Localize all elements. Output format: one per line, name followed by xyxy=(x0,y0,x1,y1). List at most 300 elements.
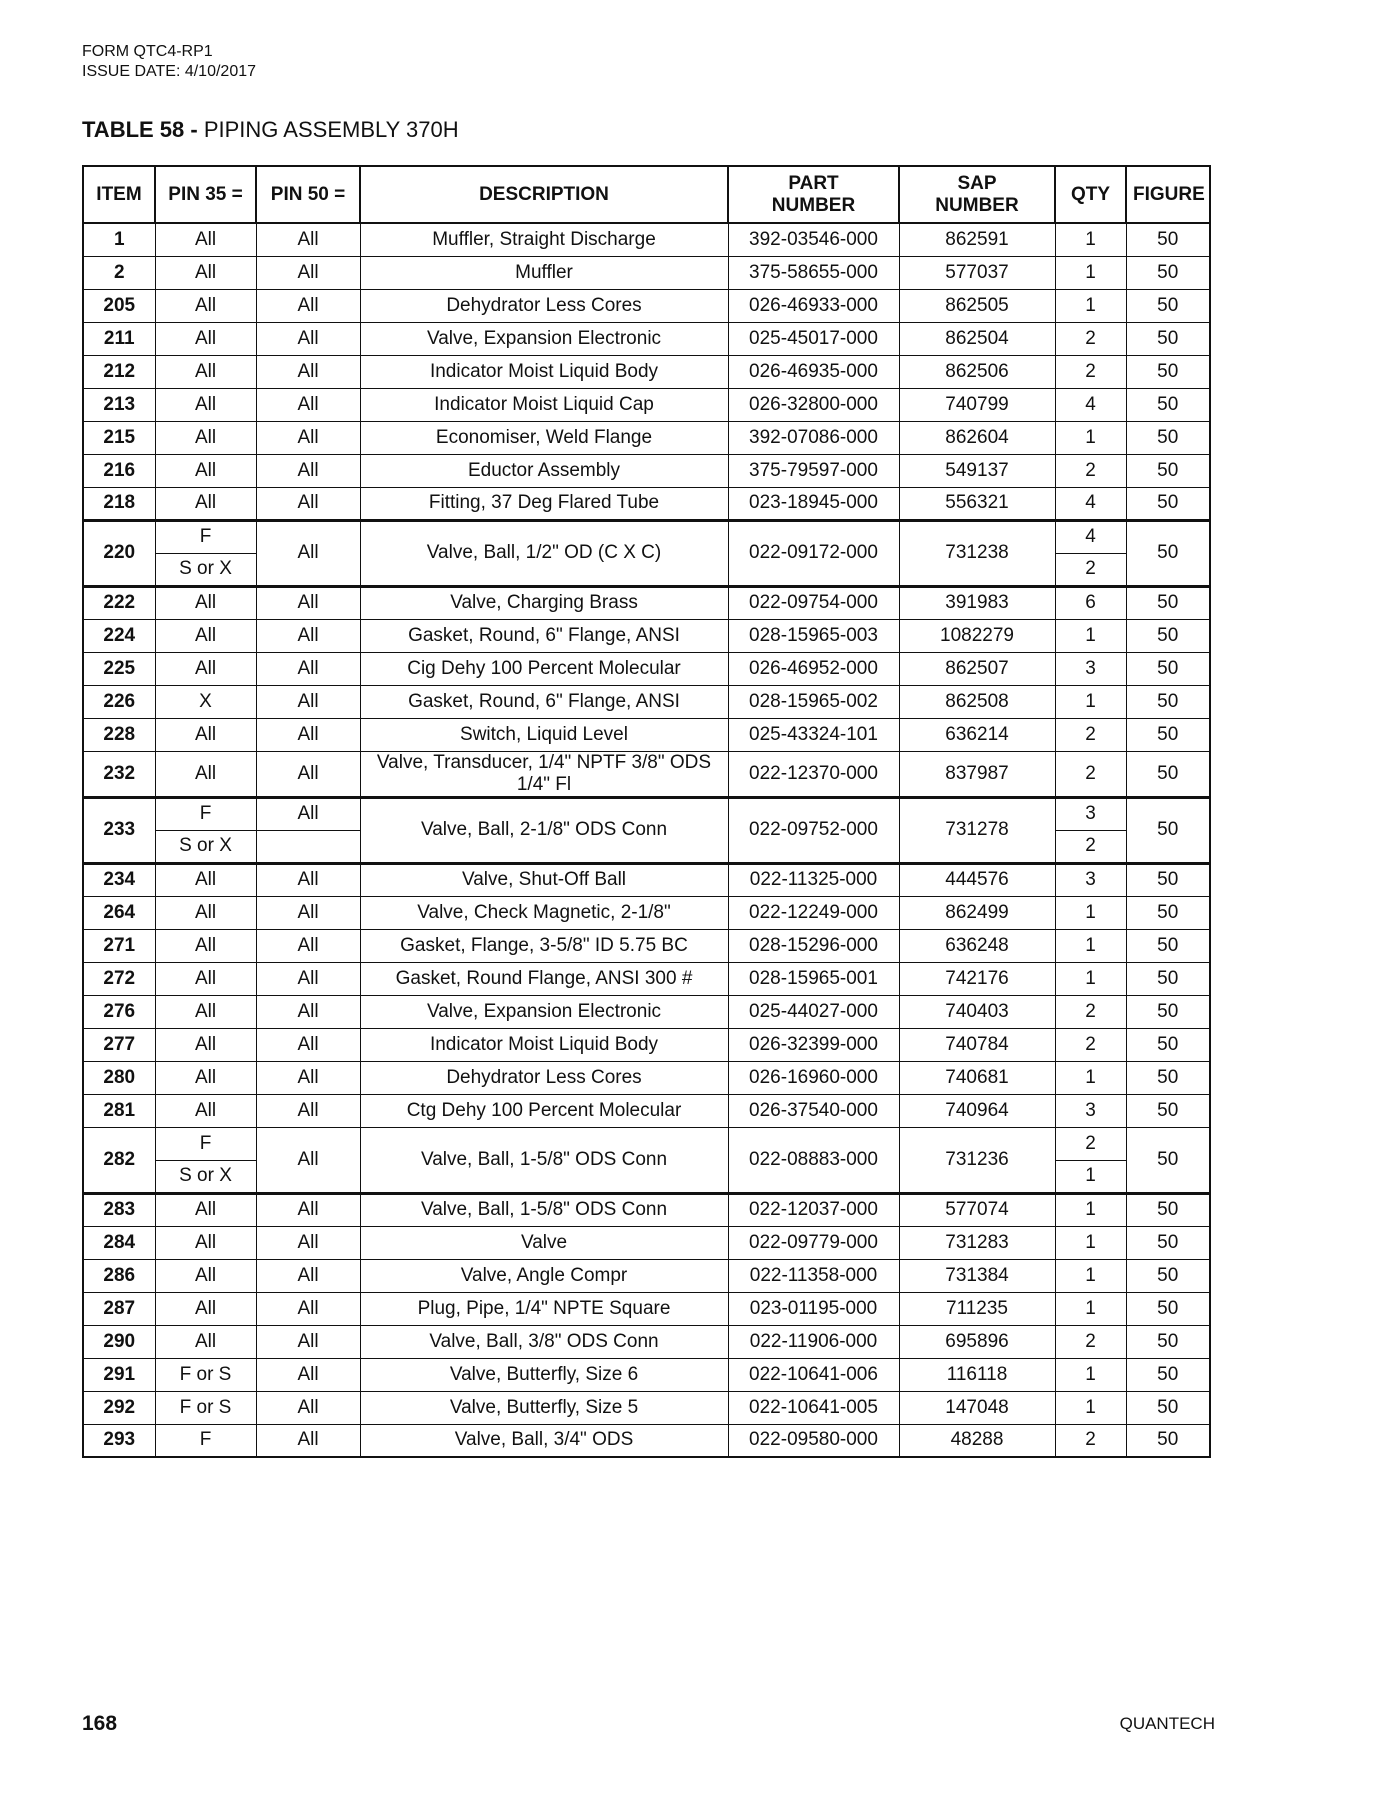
pin35-cell: All xyxy=(155,1259,256,1292)
part-number-cell: 022-11906-000 xyxy=(728,1325,899,1358)
part-number-cell: 025-45017-000 xyxy=(728,322,899,355)
part-number-cell: 022-09779-000 xyxy=(728,1226,899,1259)
item-cell: 290 xyxy=(83,1325,155,1358)
qty-cell: 6 xyxy=(1055,586,1126,619)
item-cell: 225 xyxy=(83,652,155,685)
table-row xyxy=(83,1193,1210,1226)
pin35-cell: All xyxy=(155,322,256,355)
qty-cell: 2 xyxy=(1055,553,1126,586)
qty-cell: 3 xyxy=(1055,863,1126,896)
sap-number-cell: 48288 xyxy=(899,1424,1055,1457)
description-cell: Plug, Pipe, 1/4" NPTE Square xyxy=(360,1292,728,1325)
description-cell: Cig Dehy 100 Percent Molecular xyxy=(360,652,728,685)
qty-cell: 1 xyxy=(1055,962,1126,995)
figure-cell: 50 xyxy=(1126,487,1210,520)
table-row xyxy=(83,1061,1210,1094)
description-cell: Eductor Assembly xyxy=(360,454,728,487)
description-cell: Gasket, Flange, 3-5/8" ID 5.75 BC xyxy=(360,929,728,962)
figure-cell: 50 xyxy=(1126,421,1210,454)
figure-cell: 50 xyxy=(1126,685,1210,718)
description-cell: Gasket, Round Flange, ANSI 300 # xyxy=(360,962,728,995)
pin35-cell: All xyxy=(155,1094,256,1127)
pin35-cell: All xyxy=(155,929,256,962)
sap-number-cell: 862506 xyxy=(899,355,1055,388)
description-cell: Valve, Ball, 3/8" ODS Conn xyxy=(360,1325,728,1358)
qty-cell: 1 xyxy=(1055,1160,1126,1193)
pin35-cell: F xyxy=(155,1424,256,1457)
item-cell: 293 xyxy=(83,1424,155,1457)
item-cell: 234 xyxy=(83,863,155,896)
description-cell: Ctg Dehy 100 Percent Molecular xyxy=(360,1094,728,1127)
figure-cell: 50 xyxy=(1126,1061,1210,1094)
pin35-cell: F xyxy=(155,520,256,553)
figure-cell: 50 xyxy=(1126,1127,1210,1193)
pin50-cell: All xyxy=(256,487,360,520)
sap-number-cell: 391983 xyxy=(899,586,1055,619)
qty-cell: 1 xyxy=(1055,1193,1126,1226)
col-header-sap-number xyxy=(899,166,1055,223)
pin50-cell: All xyxy=(256,1226,360,1259)
pin35-cell: All xyxy=(155,652,256,685)
item-cell: 271 xyxy=(83,929,155,962)
pin50-cell: All xyxy=(256,1028,360,1061)
figure-cell: 50 xyxy=(1126,322,1210,355)
pin50-cell: All xyxy=(256,1193,360,1226)
item-cell: 212 xyxy=(83,355,155,388)
pin50-cell: All xyxy=(256,355,360,388)
table-row xyxy=(83,322,1210,355)
item-cell: 276 xyxy=(83,995,155,1028)
item-cell: 216 xyxy=(83,454,155,487)
figure-cell: 50 xyxy=(1126,1424,1210,1457)
pin35-cell: All xyxy=(155,388,256,421)
part-number-cell: 025-43324-101 xyxy=(728,718,899,751)
description-cell: Valve, Butterfly, Size 6 xyxy=(360,1358,728,1391)
sap-number-cell: 862604 xyxy=(899,421,1055,454)
pin35-cell: All xyxy=(155,1193,256,1226)
table-row xyxy=(83,1424,1210,1457)
table-row xyxy=(83,863,1210,896)
figure-cell: 50 xyxy=(1126,454,1210,487)
part-number-cell: 022-09754-000 xyxy=(728,586,899,619)
figure-cell: 50 xyxy=(1126,256,1210,289)
qty-cell: 2 xyxy=(1055,751,1126,797)
table-row xyxy=(83,751,1210,797)
table-row xyxy=(83,520,1210,553)
table-row xyxy=(83,718,1210,751)
sap-number-cell: 116118 xyxy=(899,1358,1055,1391)
pin50-cell: All xyxy=(256,1391,360,1424)
description-cell: Switch, Liquid Level xyxy=(360,718,728,751)
pin50-cell: All xyxy=(256,421,360,454)
pin35-cell: All xyxy=(155,586,256,619)
description-cell: Valve, Charging Brass xyxy=(360,586,728,619)
col-header-part-number xyxy=(728,166,899,223)
table-row xyxy=(83,1259,1210,1292)
item-cell: 272 xyxy=(83,962,155,995)
sap-number-cell: 862504 xyxy=(899,322,1055,355)
pin35-cell: All xyxy=(155,421,256,454)
figure-cell: 50 xyxy=(1126,1226,1210,1259)
table-row xyxy=(83,962,1210,995)
sap-number-cell: 862591 xyxy=(899,223,1055,256)
table-row xyxy=(83,355,1210,388)
item-cell: 215 xyxy=(83,421,155,454)
pin35-cell: All xyxy=(155,718,256,751)
part-number-cell: 022-12037-000 xyxy=(728,1193,899,1226)
figure-cell: 50 xyxy=(1126,1259,1210,1292)
qty-cell: 1 xyxy=(1055,1061,1126,1094)
figure-cell: 50 xyxy=(1126,718,1210,751)
form-number: FORM QTC4-RP1 xyxy=(82,43,213,60)
item-cell: 205 xyxy=(83,289,155,322)
part-number-cell: 392-07086-000 xyxy=(728,421,899,454)
col-header-pin50: PIN 50 = xyxy=(256,166,360,223)
qty-cell: 2 xyxy=(1055,322,1126,355)
table-label: TABLE 58 - xyxy=(82,117,198,142)
sap-number-cell: 636214 xyxy=(899,718,1055,751)
part-number-cell: 026-37540-000 xyxy=(728,1094,899,1127)
sap-number-cell: 444576 xyxy=(899,863,1055,896)
part-number-cell: 022-10641-005 xyxy=(728,1391,899,1424)
pin50-cell: All xyxy=(256,1061,360,1094)
pin35-cell: F or S xyxy=(155,1391,256,1424)
description-cell: Valve, Ball, 2-1/8" ODS Conn xyxy=(360,797,728,863)
sap-number-cell: 862508 xyxy=(899,685,1055,718)
table-row xyxy=(83,1292,1210,1325)
sap-number-cell: 731236 xyxy=(899,1127,1055,1193)
figure-cell: 50 xyxy=(1126,586,1210,619)
issue-date: ISSUE DATE: 4/10/2017 xyxy=(82,63,257,80)
sap-number-cell: 695896 xyxy=(899,1325,1055,1358)
sap-number-cell: 577037 xyxy=(899,256,1055,289)
qty-cell: 1 xyxy=(1055,929,1126,962)
qty-cell: 1 xyxy=(1055,896,1126,929)
pin35-cell: All xyxy=(155,1028,256,1061)
table-row xyxy=(83,1127,1210,1160)
qty-cell: 2 xyxy=(1055,1424,1126,1457)
part-number-cell: 023-18945-000 xyxy=(728,487,899,520)
table-body xyxy=(83,223,1210,1457)
part-number-cell: 028-15965-002 xyxy=(728,685,899,718)
description-cell: Indicator Moist Liquid Body xyxy=(360,1028,728,1061)
item-cell: 218 xyxy=(83,487,155,520)
item-cell: 283 xyxy=(83,1193,155,1226)
qty-cell: 3 xyxy=(1055,652,1126,685)
figure-cell: 50 xyxy=(1126,652,1210,685)
sap-number-cell: 740964 xyxy=(899,1094,1055,1127)
parts-table xyxy=(82,165,1211,1458)
description-cell: Valve, Ball, 3/4" ODS xyxy=(360,1424,728,1457)
description-cell: Valve, Transducer, 1/4" NPTF 3/8" ODS 1/4" Fl xyxy=(360,751,728,797)
sap-number-cell: 740403 xyxy=(899,995,1055,1028)
part-number-cell: 028-15965-003 xyxy=(728,619,899,652)
qty-cell: 2 xyxy=(1055,454,1126,487)
qty-cell: 1 xyxy=(1055,619,1126,652)
table-row xyxy=(83,1391,1210,1424)
pin50-cell: All xyxy=(256,962,360,995)
item-cell: 228 xyxy=(83,718,155,751)
qty-cell: 1 xyxy=(1055,289,1126,322)
pin50-cell: All xyxy=(256,896,360,929)
pin35-cell: All xyxy=(155,619,256,652)
pin35-cell: F xyxy=(155,797,256,830)
pin35-cell: All xyxy=(155,355,256,388)
pin50-cell: All xyxy=(256,520,360,586)
table-row xyxy=(83,619,1210,652)
pin35-cell: All xyxy=(155,223,256,256)
pin50-cell: All xyxy=(256,388,360,421)
pin50-cell: All xyxy=(256,1358,360,1391)
qty-cell: 1 xyxy=(1055,1292,1126,1325)
figure-cell: 50 xyxy=(1126,1094,1210,1127)
table-row xyxy=(83,685,1210,718)
description-cell: Valve, Shut-Off Ball xyxy=(360,863,728,896)
part-number-cell: 392-03546-000 xyxy=(728,223,899,256)
sap-number-cell: 740784 xyxy=(899,1028,1055,1061)
part-number-cell: 022-09172-000 xyxy=(728,520,899,586)
sap-number-cell: 147048 xyxy=(899,1391,1055,1424)
item-cell: 291 xyxy=(83,1358,155,1391)
description-cell: Valve, Check Magnetic, 2-1/8" xyxy=(360,896,728,929)
part-number-header-text: PART NUMBER xyxy=(771,172,856,216)
table-row xyxy=(83,1358,1210,1391)
item-cell: 286 xyxy=(83,1259,155,1292)
qty-cell: 1 xyxy=(1055,223,1126,256)
description-cell: Valve, Expansion Electronic xyxy=(360,322,728,355)
qty-cell: 1 xyxy=(1055,685,1126,718)
part-number-cell: 022-11358-000 xyxy=(728,1259,899,1292)
qty-cell: 2 xyxy=(1055,1127,1126,1160)
pin50-cell: All xyxy=(256,619,360,652)
description-cell: Muffler xyxy=(360,256,728,289)
qty-cell: 2 xyxy=(1055,995,1126,1028)
pin50-cell: All xyxy=(256,322,360,355)
description-cell: Fitting, 37 Deg Flared Tube xyxy=(360,487,728,520)
figure-cell: 50 xyxy=(1126,1391,1210,1424)
figure-cell: 50 xyxy=(1126,962,1210,995)
item-cell: 222 xyxy=(83,586,155,619)
sap-number-cell: 711235 xyxy=(899,1292,1055,1325)
pin35-cell: All xyxy=(155,896,256,929)
page-number: 168 xyxy=(82,1712,118,1735)
qty-cell: 2 xyxy=(1055,1325,1126,1358)
part-number-cell: 026-16960-000 xyxy=(728,1061,899,1094)
description-cell: Valve, Expansion Electronic xyxy=(360,995,728,1028)
pin35-cell: S or X xyxy=(155,1160,256,1193)
qty-cell: 3 xyxy=(1055,797,1126,830)
sap-number-cell: 731238 xyxy=(899,520,1055,586)
description-cell: Valve, Ball, 1-5/8" ODS Conn xyxy=(360,1193,728,1226)
pin50-cell: All xyxy=(256,751,360,797)
pin50-cell: All xyxy=(256,995,360,1028)
figure-cell: 50 xyxy=(1126,1193,1210,1226)
figure-cell: 50 xyxy=(1126,1325,1210,1358)
description-cell: Valve, Butterfly, Size 5 xyxy=(360,1391,728,1424)
item-cell: 1 xyxy=(83,223,155,256)
pin35-cell: All xyxy=(155,1061,256,1094)
item-cell: 264 xyxy=(83,896,155,929)
part-number-cell: 022-10641-006 xyxy=(728,1358,899,1391)
figure-cell: 50 xyxy=(1126,223,1210,256)
table-row xyxy=(83,1226,1210,1259)
sap-number-header-text: SAP NUMBER xyxy=(935,172,1019,216)
pin35-cell: S or X xyxy=(155,553,256,586)
part-number-cell: 022-09752-000 xyxy=(728,797,899,863)
figure-cell: 50 xyxy=(1126,388,1210,421)
item-cell: 292 xyxy=(83,1391,155,1424)
item-cell: 213 xyxy=(83,388,155,421)
sap-number-cell: 577074 xyxy=(899,1193,1055,1226)
pin35-cell: All xyxy=(155,289,256,322)
item-cell: 224 xyxy=(83,619,155,652)
figure-cell: 50 xyxy=(1126,797,1210,863)
col-header-description: DESCRIPTION xyxy=(360,166,728,223)
qty-cell: 2 xyxy=(1055,1028,1126,1061)
qty-cell: 1 xyxy=(1055,256,1126,289)
qty-cell: 1 xyxy=(1055,1226,1126,1259)
table-header-row xyxy=(83,166,1210,223)
pin35-cell: F xyxy=(155,1127,256,1160)
table-row xyxy=(83,388,1210,421)
table-row xyxy=(83,896,1210,929)
figure-cell: 50 xyxy=(1126,1028,1210,1061)
pin50-cell: All xyxy=(256,718,360,751)
part-number-cell: 026-32399-000 xyxy=(728,1028,899,1061)
description-cell: Gasket, Round, 6" Flange, ANSI xyxy=(360,619,728,652)
table-row xyxy=(83,797,1210,830)
description-cell: Valve, Angle Compr xyxy=(360,1259,728,1292)
table-title xyxy=(82,117,459,143)
pin35-cell: All xyxy=(155,487,256,520)
item-cell: 277 xyxy=(83,1028,155,1061)
sap-number-cell: 862499 xyxy=(899,896,1055,929)
part-number-cell: 022-12249-000 xyxy=(728,896,899,929)
part-number-cell: 022-09580-000 xyxy=(728,1424,899,1457)
pin35-cell: All xyxy=(155,1325,256,1358)
qty-cell: 2 xyxy=(1055,718,1126,751)
figure-cell: 50 xyxy=(1126,355,1210,388)
item-cell: 2 xyxy=(83,256,155,289)
part-number-cell: 025-44027-000 xyxy=(728,995,899,1028)
table-row xyxy=(83,454,1210,487)
pin35-cell: All xyxy=(155,995,256,1028)
table-row xyxy=(83,256,1210,289)
pin35-cell: All xyxy=(155,256,256,289)
pin50-cell: All xyxy=(256,1127,360,1193)
part-number-cell: 026-46933-000 xyxy=(728,289,899,322)
item-cell: 282 xyxy=(83,1127,155,1193)
pin50-cell xyxy=(256,830,360,863)
item-cell: 284 xyxy=(83,1226,155,1259)
description-cell: Economiser, Weld Flange xyxy=(360,421,728,454)
table-row xyxy=(83,223,1210,256)
sap-number-cell: 556321 xyxy=(899,487,1055,520)
pin50-cell: All xyxy=(256,797,360,830)
qty-cell: 1 xyxy=(1055,1358,1126,1391)
table-row xyxy=(83,487,1210,520)
pin35-cell: All xyxy=(155,1226,256,1259)
table-row xyxy=(83,1094,1210,1127)
figure-cell: 50 xyxy=(1126,863,1210,896)
pin50-cell: All xyxy=(256,1094,360,1127)
pin35-cell: All xyxy=(155,863,256,896)
item-cell: 211 xyxy=(83,322,155,355)
description-cell: Valve, Ball, 1-5/8" ODS Conn xyxy=(360,1127,728,1193)
qty-cell: 1 xyxy=(1055,421,1126,454)
pin50-cell: All xyxy=(256,929,360,962)
figure-cell: 50 xyxy=(1126,995,1210,1028)
part-number-cell: 028-15965-001 xyxy=(728,962,899,995)
qty-cell: 1 xyxy=(1055,1259,1126,1292)
part-number-cell: 375-79597-000 xyxy=(728,454,899,487)
col-header-figure: FIGURE xyxy=(1126,166,1210,223)
sap-number-cell: 1082279 xyxy=(899,619,1055,652)
description-cell: Dehydrator Less Cores xyxy=(360,1061,728,1094)
figure-cell: 50 xyxy=(1126,929,1210,962)
figure-cell: 50 xyxy=(1126,751,1210,797)
part-number-cell: 026-32800-000 xyxy=(728,388,899,421)
sap-number-cell: 740681 xyxy=(899,1061,1055,1094)
description-cell: Gasket, Round, 6" Flange, ANSI xyxy=(360,685,728,718)
pin50-cell: All xyxy=(256,1325,360,1358)
description-cell: Muffler, Straight Discharge xyxy=(360,223,728,256)
qty-cell: 2 xyxy=(1055,830,1126,863)
pin35-cell: All xyxy=(155,454,256,487)
part-number-cell: 026-46952-000 xyxy=(728,652,899,685)
figure-cell: 50 xyxy=(1126,619,1210,652)
description-cell: Indicator Moist Liquid Body xyxy=(360,355,728,388)
form-identifier xyxy=(82,42,256,82)
pin35-cell: All xyxy=(155,751,256,797)
sap-number-cell: 636248 xyxy=(899,929,1055,962)
table-row xyxy=(83,1325,1210,1358)
col-header-pin35: PIN 35 = xyxy=(155,166,256,223)
item-cell: 233 xyxy=(83,797,155,863)
sap-number-cell: 837987 xyxy=(899,751,1055,797)
description-cell: Dehydrator Less Cores xyxy=(360,289,728,322)
qty-cell: 4 xyxy=(1055,487,1126,520)
pin35-cell: All xyxy=(155,962,256,995)
brand-name: QUANTECH xyxy=(1119,1714,1215,1733)
pin50-cell: All xyxy=(256,289,360,322)
figure-cell: 50 xyxy=(1126,1358,1210,1391)
sap-number-cell: 731384 xyxy=(899,1259,1055,1292)
pin50-cell: All xyxy=(256,454,360,487)
pin50-cell: All xyxy=(256,652,360,685)
figure-cell: 50 xyxy=(1126,520,1210,586)
figure-cell: 50 xyxy=(1126,896,1210,929)
sap-number-cell: 731278 xyxy=(899,797,1055,863)
pin50-cell: All xyxy=(256,1259,360,1292)
pin35-cell: All xyxy=(155,1292,256,1325)
item-cell: 226 xyxy=(83,685,155,718)
pin35-cell: F or S xyxy=(155,1358,256,1391)
qty-cell: 4 xyxy=(1055,520,1126,553)
description-cell: Valve, Ball, 1/2" OD (C X C) xyxy=(360,520,728,586)
pin50-cell: All xyxy=(256,863,360,896)
item-cell: 220 xyxy=(83,520,155,586)
col-header-qty: QTY xyxy=(1055,166,1126,223)
qty-cell: 1 xyxy=(1055,1391,1126,1424)
col-header-item: ITEM xyxy=(83,166,155,223)
sap-number-cell: 862507 xyxy=(899,652,1055,685)
figure-cell: 50 xyxy=(1126,1292,1210,1325)
part-number-cell: 023-01195-000 xyxy=(728,1292,899,1325)
item-cell: 281 xyxy=(83,1094,155,1127)
pin50-cell: All xyxy=(256,586,360,619)
pin50-cell: All xyxy=(256,223,360,256)
